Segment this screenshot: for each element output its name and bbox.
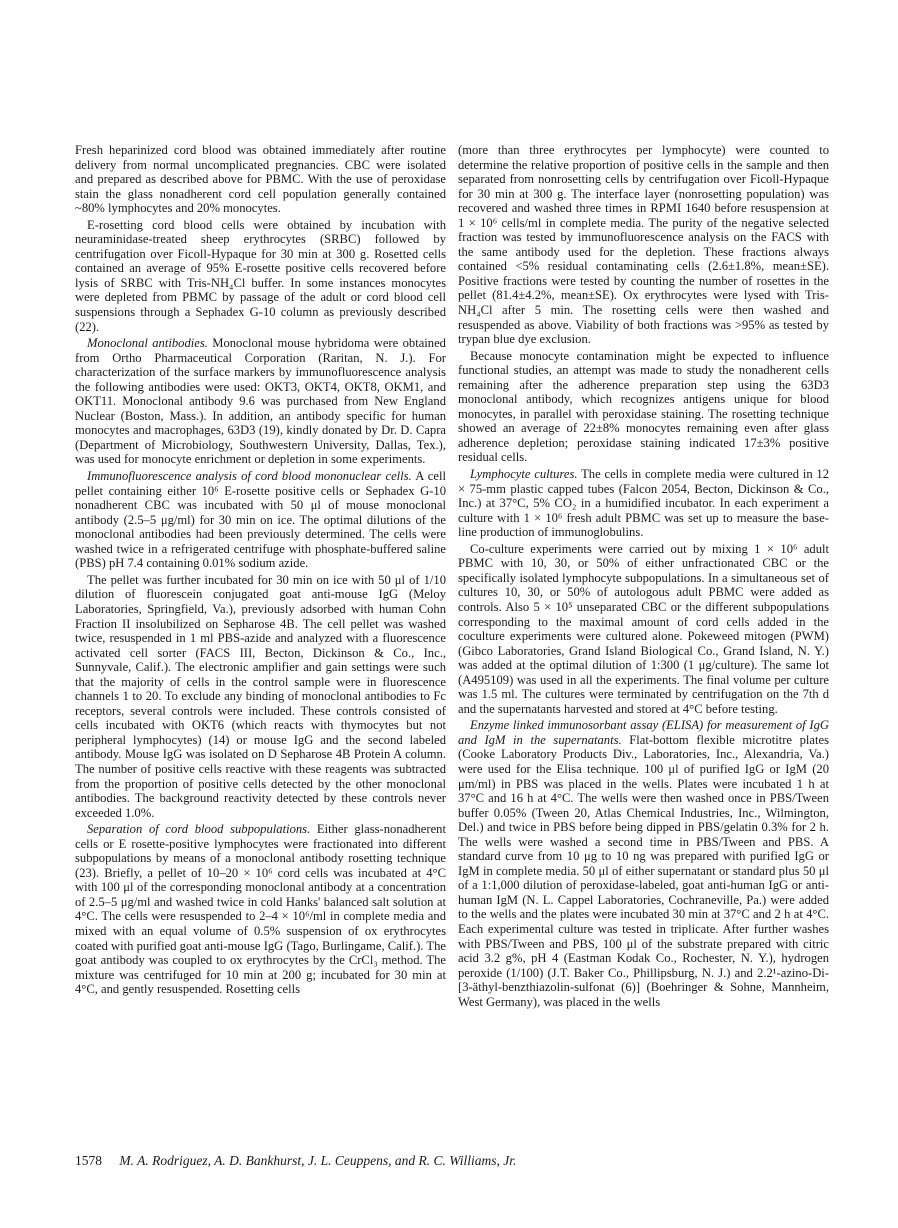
paragraph bbox=[458, 542, 829, 717]
page-number: 1578 bbox=[75, 1153, 102, 1168]
paragraph-text: E-rosetting cord blood cells were obtained by incubation with neuraminidase-treated sheep erythrocytes (SRBC) followed by centrifugation over Ficoll-Hypaque for 30 min at 300 g. Rosetted cells contained an average of 95% E-rosette positive cells recovered before lysis of SRBC with Tris-NH₄Cl buffer. In some instances monocytes were depleted from PBMC by passage of the adult or cord blood cell suspensions through a Sephadex G-10 column as previously described (22). bbox=[75, 217, 446, 334]
paragraph bbox=[75, 573, 446, 820]
left-column bbox=[75, 143, 446, 999]
paragraph bbox=[75, 336, 446, 467]
right-column bbox=[458, 143, 829, 1011]
paragraph-text: Either glass-nonadherent cells or E rosette-positive lymphocytes were fractionated into different subpopulations by means of a monoclonal antibody rosetting technique (23). Briefly, a pellet of 10–20 × 10⁶ cord cells was incubated at 4°C with 100 μl of the corresponding monoclonal antibody at a concentration of 2.5–5 μg/ml and washed twice in cold Hanks' balanced salt solution at 4°C. The cells were resuspended to 2–4 × 10⁶/ml in complete media and mixed with an equal volume of 0.5% suspension of ox erythrocytes coated with purified goat anti-mouse IgG (Tago, Burlingame, Calif.). The goat antibody was coupled to ox erythrocytes by the CrCl₃ method. The mixture was centrifuged for 10 min at 200 g; incubated for 30 min at 4°C, and gently resuspended. Rosetting cells bbox=[75, 822, 446, 997]
paragraph-text: A cell pellet containing either 10⁶ E-rosette positive cells or Sephadex G-10 nonadherent CBC was incubated with 50 μl of mouse monoclonal antibody (2.5–5 μg/ml) for 30 min on ice. The optimal dilutions of the monoclonal antibodies had been previously determined. The cells were washed twice in a refrigerated centrifuge with phosphate-buffered saline (PBS) pH 7.4 containing 0.01% sodium azide. bbox=[75, 469, 446, 571]
paragraph-text: The pellet was further incubated for 30 min on ice with 50 μl of 1/10 dilution of fluorescein conjugated goat anti-mouse IgG (Meloy Laboratories, Springfield, Va.), previously adsorbed with human Cohn Fraction II insolubilized on Sepharose 4B. The cell pellet was washed twice, resuspended in 1 ml PBS-azide and analyzed with a fluorescence activated cell sorter (FACS III, Becton, Dickinson & Co., Inc., Sunnyvale, Calif.). The electronic amplifier and gain settings were such that the majority of cells in the control sample were in fluorescence channels 1 to 20. To exclude any binding of monoclonal antibodies to Fc receptors, several controls were included. These controls consisted of cells incubated with OKT6 (which reacts with thymocytes but not peripheral lymphocytes) (14) or mouse IgG and the second labeled antibody. Mouse IgG was isolated on D Sepharose 4B Protein A column. The number of positive cells reactive with these reagents was subtracted from the proportion of positive cells detected by the other monoclonal antibodies. The background reactivity detected by these controls never exceeded 1.0%. bbox=[75, 572, 446, 820]
paragraph-heading: Lymphocyte cultures. bbox=[470, 467, 578, 482]
paragraph bbox=[458, 718, 829, 1009]
paragraph-heading: Enzyme linked immunosorbant assay (ELISA) for measurement of IgG and IgM in the supernatants. bbox=[458, 718, 829, 747]
running-authors: M. A. Rodriguez, A. D. Bankhurst, J. L. Ceuppens, and R. C. Williams, Jr. bbox=[119, 1153, 517, 1168]
page-footer bbox=[75, 1153, 516, 1169]
paragraph-text: Fresh heparinized cord blood was obtained immediately after routine delivery from normal uncomplicated pregnancies. CBC were isolated and prepared as described above for PBMC. With the use of peroxidase stain the glass nonadherent cord cell population generally contained ~80% lymphocytes and 20% monocytes. bbox=[75, 143, 446, 216]
paragraph-heading: Immunofluorescence analysis of cord blood mononuclear cells. bbox=[87, 469, 412, 484]
paragraph-text: Because monocyte contamination might be expected to influence functional studies, an attempt was made to study the nonadherent cells remaining after the adherence preparation step using the 63D3 monoclonal antibody, which recognizes antigens unique for blood monocytes, in parallel with peroxidase staining. The rosetting technique showed an average of 22±8% monocytes remaining even after glass adherence depletion; peroxidase staining indicated 17±3% positive residual cells. bbox=[458, 348, 829, 465]
paragraph-text: The cells in complete media were cultured in 12 × 75-mm plastic capped tubes (Falcon 2054, Becton, Dickinson & Co., Inc.) at 37°C, 5% CO₂ in a humidified incubator. In each experiment a culture with 1 × 10⁶ fresh adult PBMC was set up to measure the base-line production of immunoglobulins. bbox=[458, 467, 830, 540]
paragraph bbox=[458, 467, 829, 540]
paragraph bbox=[75, 469, 446, 571]
paragraph-text: Monoclonal mouse hybridoma were obtained from Ortho Pharmaceutical Corporation (Raritan, N. J.). For characterization of the surface markers by immunofluorescence analysis the following antibodies were used: OKT3, OKT4, OKT8, OKM1, and OKT11. Monoclonal antibody 9.6 was purchased from New England Nuclear (Boston, Mass.). In addition, an antibody specific for human monocytes and macrophages, 63D3 (19), kindly donated by Dr. D. Capra (Department of Microbiology, Southwestern University, Dallas, Tex.), was used for monocyte enrichment or depletion in some experiments. bbox=[75, 336, 446, 467]
paragraph bbox=[458, 349, 829, 465]
paragraph-heading: Monoclonal antibodies. bbox=[87, 336, 208, 351]
paragraph-text: Co-culture experiments were carried out by mixing 1 × 10⁶ adult PBMC with 10, 30, or 50% of either unfractionated CBC or the specifically isolated lymphocyte subpopulations. In a simultaneous set of cultures 10, 30, or 50% of autologous adult PBMC were added as controls. Also 5 × 10⁵ unseparated CBC or the different subpopulations corresponding to the maximal amount of cord cells added in the coculture experiments were cultured alone. Pokeweed mitogen (PWM) (Gibco Laboratories, Grand Island Biological Co., Grand Island, N. Y.) was added at the optimal dilution of 1:300 (1 μg/culture). The same lot (A495109) was used in all the experiments. The final volume per culture was 1.5 ml. The cultures were terminated by centrifugation on the 7th d and the supernatants harvested and stored at 4°C before testing. bbox=[458, 541, 829, 716]
paragraph-text: (more than three erythrocytes per lymphocyte) were counted to determine the relative proportion of positive cells in the sample and then separated from nonrosetting cells by centrifugation over Ficoll-Hypaque for 30 min at 300 g. The interface layer (nonrosetting population) was recovered and washed three times in RPMI 1640 before resuspension at 1 × 10⁶ cells/ml in complete media. The purity of the negative selected fraction was tested by immunofluorescence analysis on the FACS with the same antibody used for the depletion. These fractions always contained <5% residual contaminating cells (2.6±1.8%, mean±SE). Positive fractions were tested by counting the number of rosettes in the pellet (81.4±4.2%, mean±SE). Ox erythrocytes were lysed with Tris-NH₄Cl after 5 min. The rosetting cells were then washed and resuspended as above. Viability of both fractions was >95% as tested by trypan blue dye exclusion. bbox=[458, 143, 829, 347]
paragraph bbox=[75, 822, 446, 997]
paragraph bbox=[458, 143, 829, 347]
paragraph-heading: Separation of cord blood subpopulations. bbox=[87, 822, 311, 837]
paragraph bbox=[75, 143, 446, 216]
paragraph-text: Flat-bottom flexible microtitre plates (Cooke Laboratory Products Div., Laboratories, Inc., Alexandria, Va.) were used for the Elisa technique. 100 μl of purified IgG or IgM (20 μm/ml) in PBS was placed in the wells. Plates were incubated 1 h at 37°C and 16 h at 4°C. The wells were then washed once in PBS/Tween buffer 0.05% (Tween 20, Atlas Chemical Industries, Inc., Wilmington, Del.) and twice in PBS before being dipped in PBS/gelatin 0.3% for 2 h. The wells were washed a second time in PBS/Tween and PBS. A standard curve from 10 μg to 10 ng was prepared with purified IgG or IgM in complete media. 50 μl of either supernatant or standard plus 50 μl of a 1:1,000 dilution of peroxidase-labeled, goat anti-human IgG or anti-human IgM (N. L. Cappel Laboratories, Cochraneville, Pa.) were added to the wells and the plates were incubated 30 min at 37°C and 2 h at 4°C. Each experimental culture was tested in triplicate. After further washes with PBS/Tween and PBS, 100 μl of the substrate prepared with citric acid 3.2 g%, pH 4 (Eastman Kodak Co., Rochester, N. Y.), hydrogen peroxide (1/100) (J.T. Baker Co., Phillipsburg, N. J.) and 2.2¹-azino-Di-[3-äthyl-benzthiazolin-sulfonat (6)] (Boehringer & Sohne, Mannheim, West Germany), was placed in the wells bbox=[458, 732, 829, 1009]
paragraph bbox=[75, 218, 446, 334]
